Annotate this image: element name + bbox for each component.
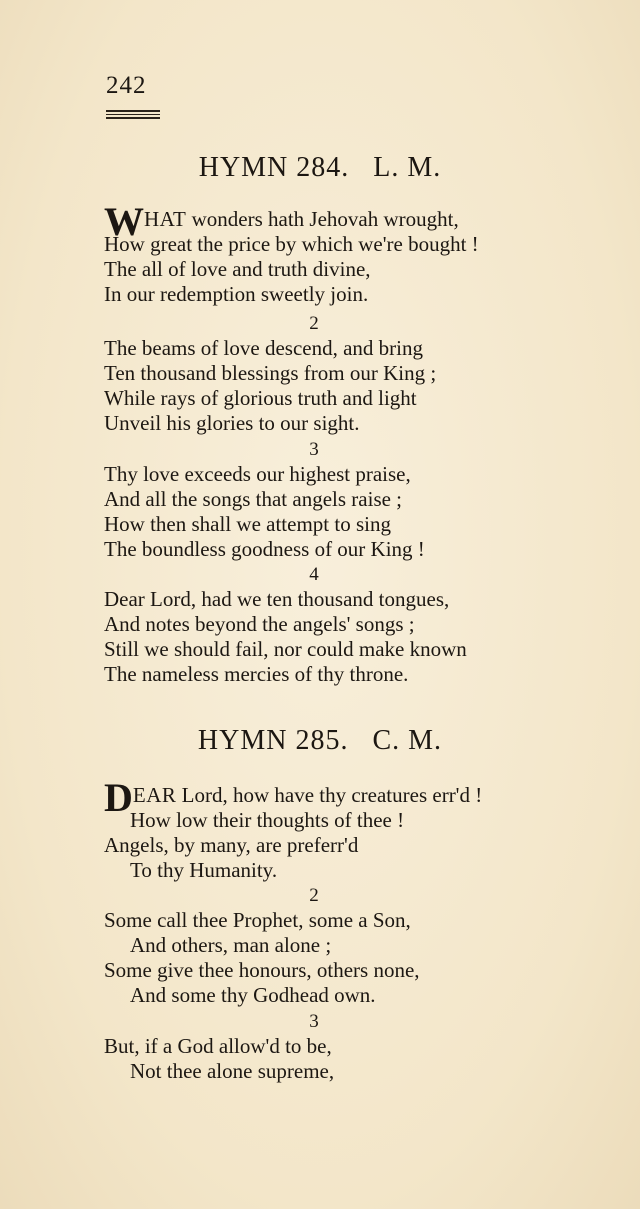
- verse-number: 3: [309, 1011, 319, 1032]
- verse-line: How great the price by which we're bought !: [104, 232, 479, 256]
- hymn-285-title: HYMN 285. C. M.: [197, 725, 443, 756]
- verse-line: To thy Humanity.: [130, 858, 278, 882]
- first-word-rest: EAR: [132, 783, 177, 807]
- verse-line: Some give thee honours, others none,: [104, 958, 420, 982]
- verse-line: How then shall we attempt to sing: [104, 512, 391, 536]
- verse-number: 4: [309, 564, 319, 585]
- hymn-284-title: HYMN 284. L. M.: [198, 152, 442, 183]
- verse-line: Some call thee Prophet, some a Son,: [104, 908, 411, 932]
- verse-line: Angels, by many, are preferr'd: [104, 833, 359, 857]
- verse-line: Not thee alone supreme,: [130, 1059, 335, 1083]
- hymn-285-verse-1: [104, 775, 604, 883]
- header-rule-ornament: [106, 110, 160, 122]
- verse-line: The nameless mercies of thy throne.: [104, 662, 409, 686]
- verse-line: The all of love and truth divine,: [104, 257, 371, 281]
- verse-line: Still we should fail, nor could make known: [104, 637, 467, 661]
- verse-line: And others, man alone ;: [130, 933, 332, 957]
- drop-cap: W: [104, 199, 144, 244]
- verse-line: How low their thoughts of thee !: [130, 808, 405, 832]
- first-word-rest: HAT: [144, 207, 187, 231]
- verse-line: While rays of glorious truth and light: [104, 386, 417, 410]
- verse-line: Ten thousand blessings from our King ;: [104, 361, 437, 385]
- verse-line: Unveil his glories to our sight.: [104, 411, 360, 435]
- first-line-tail: Lord, how have thy creatures err'd !: [176, 783, 483, 807]
- drop-cap: D: [104, 775, 133, 820]
- verse-line: The beams of love descend, and bring: [104, 336, 423, 360]
- hymn-285-verse-2: [104, 883, 604, 1008]
- page-number: 242: [106, 72, 147, 99]
- hymn-284-verse-1: [104, 199, 604, 307]
- verse-number: 2: [309, 313, 319, 334]
- verse-line: And some thy Godhead own.: [130, 983, 376, 1007]
- first-line-tail: wonders hath Jehovah wrought,: [186, 207, 459, 231]
- hymn-284-verse-3: [104, 437, 604, 562]
- verse-line: And all the songs that angels raise ;: [104, 487, 403, 511]
- verse-line: Dear Lord, had we ten thousand tongues,: [104, 587, 450, 611]
- verse-line: But, if a God allow'd to be,: [104, 1034, 332, 1058]
- verse-number: 3: [309, 439, 319, 460]
- hymn-284-verse-4: [104, 562, 604, 687]
- verse-line: The boundless goodness of our King !: [104, 537, 425, 561]
- hymn-285-verse-3: [104, 1009, 604, 1084]
- verse-line: And notes beyond the angels' songs ;: [104, 612, 415, 636]
- verse-line: In our redemption sweetly join.: [104, 282, 369, 306]
- verse-line: Thy love exceeds our highest praise,: [104, 462, 411, 486]
- verse-number: 2: [309, 885, 319, 906]
- hymn-284-verse-2: [104, 311, 604, 436]
